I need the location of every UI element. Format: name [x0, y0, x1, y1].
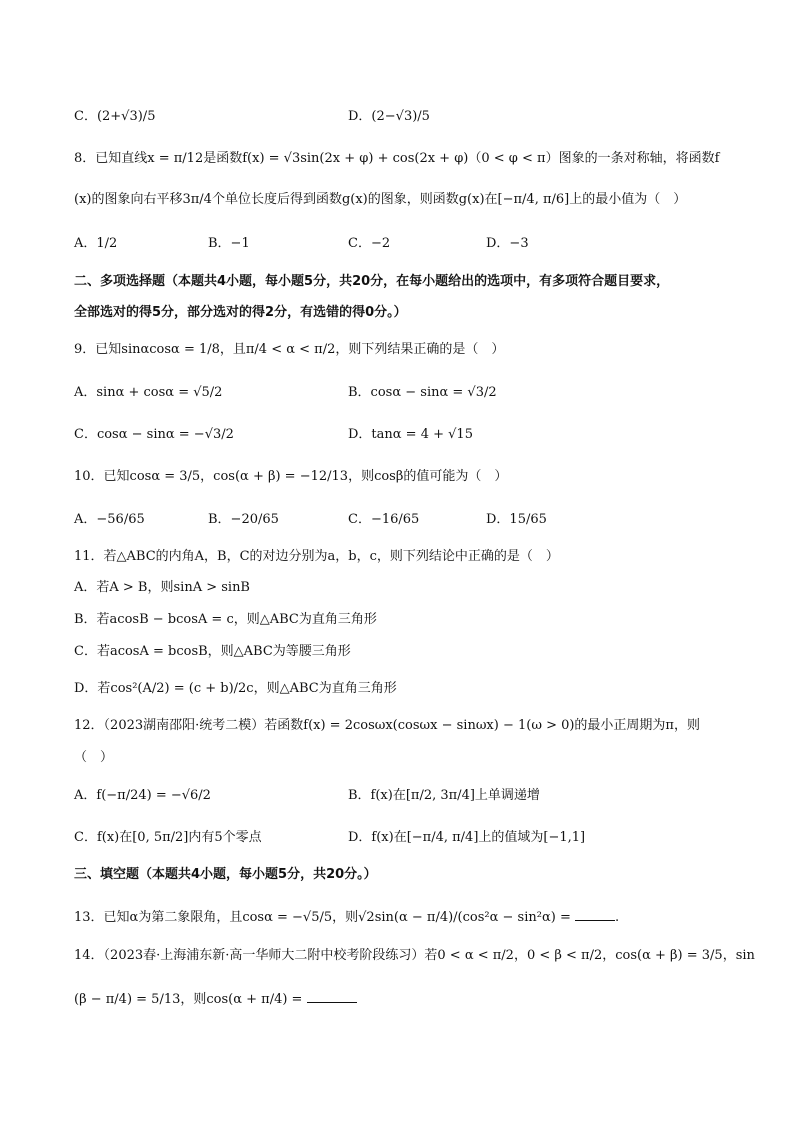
q12-option-c: C．f(x)在[0, 5π/2]内有5个零点 — [74, 830, 262, 845]
q11-stem: 11．若△ABC的内角A，B，C的对边分别为a，b，c，则下列结论中正确的是（ ） — [74, 549, 559, 564]
q14-stem-line2-wrap — [74, 990, 357, 1009]
q8-option-b: B．−1 — [208, 236, 250, 251]
q11-option-a: A．若A > B，则sinA > sinB — [74, 580, 250, 595]
q8-stem-line1: 8．已知直线x = π/12是函数f(x) = √3sin(2x + φ) + cos(2x + φ)（0 < φ < π）图象的一条对称轴，将函数f — [74, 151, 720, 166]
q11-option-b: B．若acosB − bcosA = c，则△ABC为直角三角形 — [74, 612, 377, 627]
q10-option-a: A．−56/65 — [74, 512, 145, 527]
q13-line — [74, 908, 619, 927]
q9-option-b: B．cosα − sinα = √3/2 — [348, 385, 497, 400]
q14-answer-blank[interactable] — [307, 990, 357, 1003]
q12-option-b: B．f(x)在[π/2, 3π/4]上单调递增 — [348, 788, 540, 803]
q14-stem-line1: 14．（2023春·上海浦东新·高一华师大二附中校考阶段练习）若0 < α < π/2，0 < β < π/2，cos(α + β) = 3/5，sin — [74, 948, 755, 963]
q8-option-d: D．−3 — [486, 236, 529, 251]
section-2-line1: 二、多项选择题（本题共4小题，每小题5分，共20分，在每小题给出的选项中，有多项符合题目要求， — [74, 274, 670, 289]
q14-stem-line2: (β − π/4) = 5/13，则cos(α + π/4) = — [74, 992, 303, 1007]
q9-option-a: A．sinα + cosα = √5/2 — [74, 385, 223, 400]
q12-answer-paren: （ ） — [74, 750, 114, 765]
section-2-line2: 全部选对的得5分，部分选对的得2分，有选错的得0分。） — [74, 305, 407, 320]
q7-option-d: D．(2−√3)/5 — [348, 109, 430, 124]
q10-option-b: B．−20/65 — [208, 512, 279, 527]
q10-option-c: C．−16/65 — [348, 512, 420, 527]
q8-stem-line2: (x)的图象向右平移3π/4个单位长度后得到函数g(x)的图象，则函数g(x)在[−π/4, π/6]上的最小值为（ ） — [74, 192, 687, 207]
q9-option-c: C．cosα − sinα = −√3/2 — [74, 427, 234, 442]
q13-stem: 13．已知α为第二象限角，且cosα = −√5/5，则√2sin(α − π/4)/(cos²α − sin²α) = — [74, 910, 571, 925]
section-3-title: 三、填空题（本题共4小题，每小题5分，共20分。） — [74, 867, 377, 882]
q10-stem: 10．已知cosα = 3/5，cos(α + β) = −12/13，则cosβ的值可能为（ ） — [74, 469, 508, 484]
q9-option-d: D．tanα = 4 + √15 — [348, 427, 473, 442]
q13-answer-blank[interactable] — [575, 908, 615, 921]
q8-option-c: C．−2 — [348, 236, 391, 251]
q11-option-c: C．若acosA = bcosB，则△ABC为等腰三角形 — [74, 644, 351, 659]
q10-option-d: D．15/65 — [486, 512, 547, 527]
q12-option-d: D．f(x)在[−π/4, π/4]上的值域为[−1,1] — [348, 830, 586, 845]
q8-option-a: A．1/2 — [74, 236, 118, 251]
q11-option-d: D．若cos²(A/2) = (c + b)/2c，则△ABC为直角三角形 — [74, 681, 397, 696]
q13-period: . — [614, 910, 620, 925]
q7-option-c: C．(2+√3)/5 — [74, 109, 156, 124]
q9-stem: 9．已知sinαcosα = 1/8，且π/4 < α < π/2，则下列结果正确的是（ ） — [74, 342, 505, 357]
q12-stem: 12．（2023湖南邵阳·统考二模）若函数f(x) = 2cosωx(cosωx − sinωx) − 1(ω > 0)的最小正周期为π，则 — [74, 718, 700, 733]
q12-option-a: A．f(−π/24) = −√6/2 — [74, 788, 211, 803]
